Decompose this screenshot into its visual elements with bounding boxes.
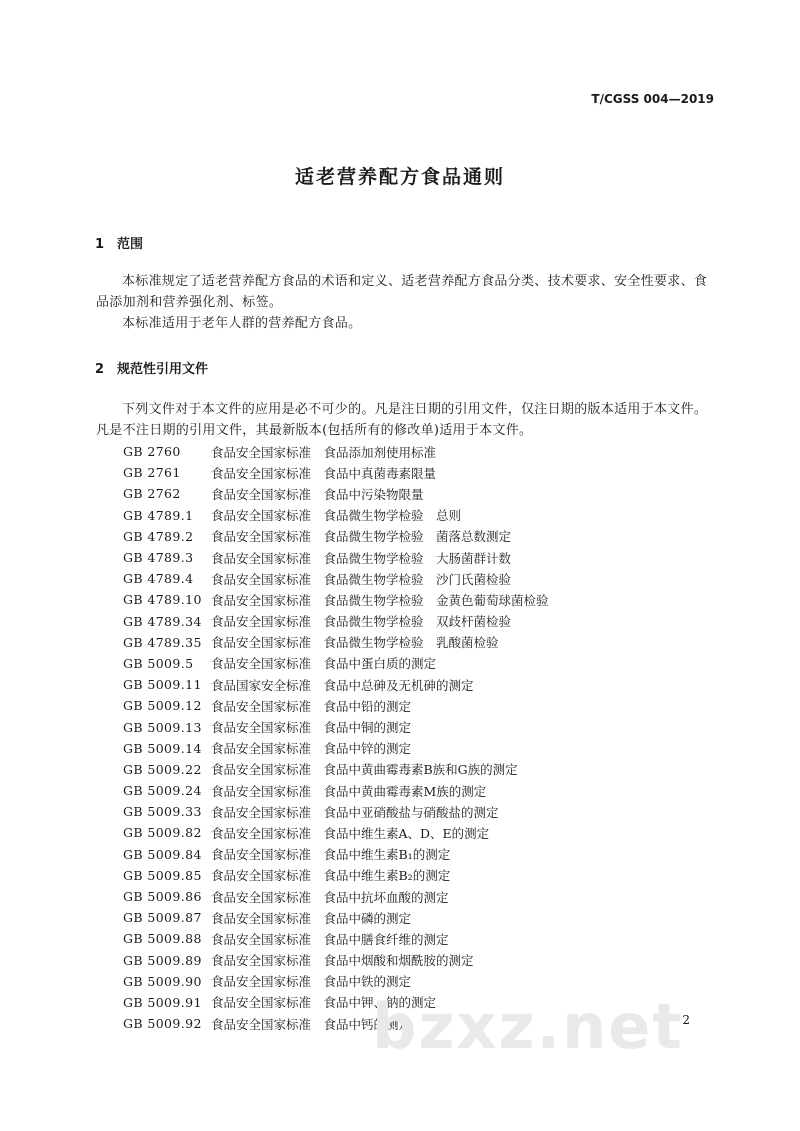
reference-item [123, 759, 723, 780]
reference-item [123, 611, 723, 632]
document-title: 适老营养配方食品通则 [294, 166, 505, 188]
reference-title: 食品安全国家标准 食品中维生素B₁的测定 [211, 847, 451, 863]
reference-code: GB 4789.34 [123, 613, 202, 629]
reference-item [123, 526, 723, 547]
reference-code: GB 5009.11 [123, 677, 202, 693]
section-number: 2 [95, 362, 105, 377]
reference-title: 食品安全国家标准 食品微生物学检验 乳酸菌检验 [211, 635, 499, 651]
reference-code: GB 2762 [123, 486, 181, 502]
reference-title: 食品安全国家标准 食品中污染物限量 [211, 486, 424, 502]
reference-item [123, 632, 723, 653]
reference-title: 食品安全国家标准 食品中蛋白质的测定 [211, 656, 437, 672]
reference-title: 食品安全国家标准 食品中黄曲霉毒素M族的测定 [211, 783, 487, 799]
reference-item [123, 716, 723, 737]
reference-title: 食品安全国家标准 食品中维生素A、D、E的测定 [211, 825, 490, 841]
reference-item [123, 462, 723, 483]
reference-code: GB 4789.3 [123, 550, 194, 566]
reference-title: 食品安全国家标准 食品中铅的测定 [211, 698, 412, 714]
reference-item [123, 822, 723, 843]
reference-code: GB 5009.13 [123, 719, 202, 735]
reference-item [123, 547, 723, 568]
reference-item [123, 695, 723, 716]
reference-code: GB 5009.92 [123, 1016, 202, 1032]
reference-title: 食品安全国家标准 食品微生物学检验 总则 [211, 508, 462, 524]
reference-code: GB 2760 [123, 444, 181, 460]
reference-code: GB 4789.1 [123, 507, 194, 523]
reference-item [123, 971, 723, 992]
reference-item [123, 865, 723, 886]
reference-title: 食品安全国家标准 食品微生物学检验 大肠菌群计数 [211, 550, 512, 566]
reference-item [123, 801, 723, 822]
reference-item [123, 441, 723, 462]
reference-title: 食品安全国家标准 食品中黄曲霉毒素B族和G族的测定 [211, 762, 518, 778]
reference-title: 食品安全国家标准 食品微生物学检验 沙门氏菌检验 [211, 571, 512, 587]
reference-code: GB 4789.10 [123, 592, 202, 608]
reference-title: 食品安全国家标准 食品微生物学检验 金黄色葡萄球菌检验 [211, 592, 549, 608]
scope-paragraph-2: 本标准适用于老年人群的营养配方食品。 [122, 316, 362, 331]
reference-title: 食品安全国家标准 食品中烟酸和烟酰胺的测定 [211, 953, 474, 969]
reference-item [123, 907, 723, 928]
section-title: 范围 [117, 237, 144, 252]
reference-code: GB 4789.35 [123, 634, 202, 650]
reference-code: GB 4789.2 [123, 528, 194, 544]
reference-code: GB 5009.5 [123, 655, 194, 671]
page-number: 2 [682, 1013, 690, 1027]
reference-title: 食品安全国家标准 食品微生物学检验 双歧杆菌检验 [211, 614, 512, 630]
reference-title: 食品安全国家标准 食品中真菌毒素限量 [211, 465, 437, 481]
reference-code: GB 5009.86 [123, 889, 202, 905]
reference-title: 食品安全国家标准 食品中铜的测定 [211, 720, 412, 736]
reference-code: GB 5009.22 [123, 761, 202, 777]
reference-item [123, 589, 723, 610]
reference-item [123, 483, 723, 504]
section-heading-normative-references [95, 358, 208, 377]
reference-item [123, 886, 723, 907]
reference-code: GB 5009.33 [123, 804, 202, 820]
reference-title: 食品安全国家标准 食品中锌的测定 [211, 741, 412, 757]
reference-code: GB 5009.85 [123, 867, 202, 883]
reference-item [123, 568, 723, 589]
reference-code: GB 5009.12 [123, 698, 202, 714]
section-heading-scope [95, 233, 143, 252]
reference-code: GB 5009.89 [123, 952, 202, 968]
reference-title: 食品安全国家标准 食品添加剂使用标准 [211, 444, 437, 460]
reference-title: 食品安全国家标准 食品中亚硝酸盐与硝酸盐的测定 [211, 804, 499, 820]
reference-item [123, 674, 723, 695]
reference-item [123, 505, 723, 526]
reference-title: 食品安全国家标准 食品微生物学检验 菌落总数测定 [211, 529, 512, 545]
section-number: 1 [95, 237, 105, 252]
reference-item [123, 653, 723, 674]
reference-title: 食品安全国家标准 食品中膳食纤维的测定 [211, 931, 449, 947]
reference-code: GB 5009.88 [123, 931, 202, 947]
reference-code: GB 5009.24 [123, 783, 202, 799]
reference-code: GB 5009.84 [123, 846, 202, 862]
reference-code: GB 5009.91 [123, 994, 202, 1010]
reference-list [123, 441, 723, 1034]
reference-item [123, 928, 723, 949]
reference-code: GB 5009.90 [123, 973, 202, 989]
watermark: bzxz.net [372, 990, 684, 1063]
reference-title: 食品安全国家标准 食品中维生素B₂的测定 [211, 868, 451, 884]
reference-code: GB 4789.4 [123, 571, 194, 587]
reference-title: 食品安全国家标准 食品中钾、钠的测定 [211, 995, 437, 1011]
reference-code: GB 2761 [123, 465, 181, 481]
reference-item [123, 738, 723, 759]
reference-title: 食品安全国家标准 食品中铁的测定 [211, 974, 412, 990]
reference-item [123, 950, 723, 971]
reference-code: GB 5009.82 [123, 825, 202, 841]
reference-title: 食品安全国家标准 食品中磷的测定 [211, 910, 412, 926]
reference-title: 食品安全国家标准 食品中钙的测定 [211, 1016, 412, 1032]
reference-title: 食品安全国家标准 食品中抗坏血酸的测定 [211, 889, 449, 905]
reference-code: GB 5009.87 [123, 910, 202, 926]
reference-title: 食品国家安全标准 食品中总砷及无机砷的测定 [211, 677, 474, 693]
reference-item [123, 844, 723, 865]
standard-code: T/CGSS 004—2019 [591, 92, 714, 106]
reference-item [123, 780, 723, 801]
section-title: 规范性引用文件 [117, 362, 209, 377]
references-intro-paragraph: 下列文件对于本文件的应用是必不可少的。凡是注日期的引用文件，仅注日期的版本适用于本文件。凡是不注日期的引用文件，其最新版本(包括所有的修改单)适用于本文件。 [96, 402, 708, 438]
reference-code: GB 5009.14 [123, 740, 202, 756]
scope-paragraph-1: 本标准规定了适老营养配方食品的术语和定义、适老营养配方食品分类、技术要求、安全性要求、食品添加剂和营养强化剂、标签。 [96, 274, 708, 310]
